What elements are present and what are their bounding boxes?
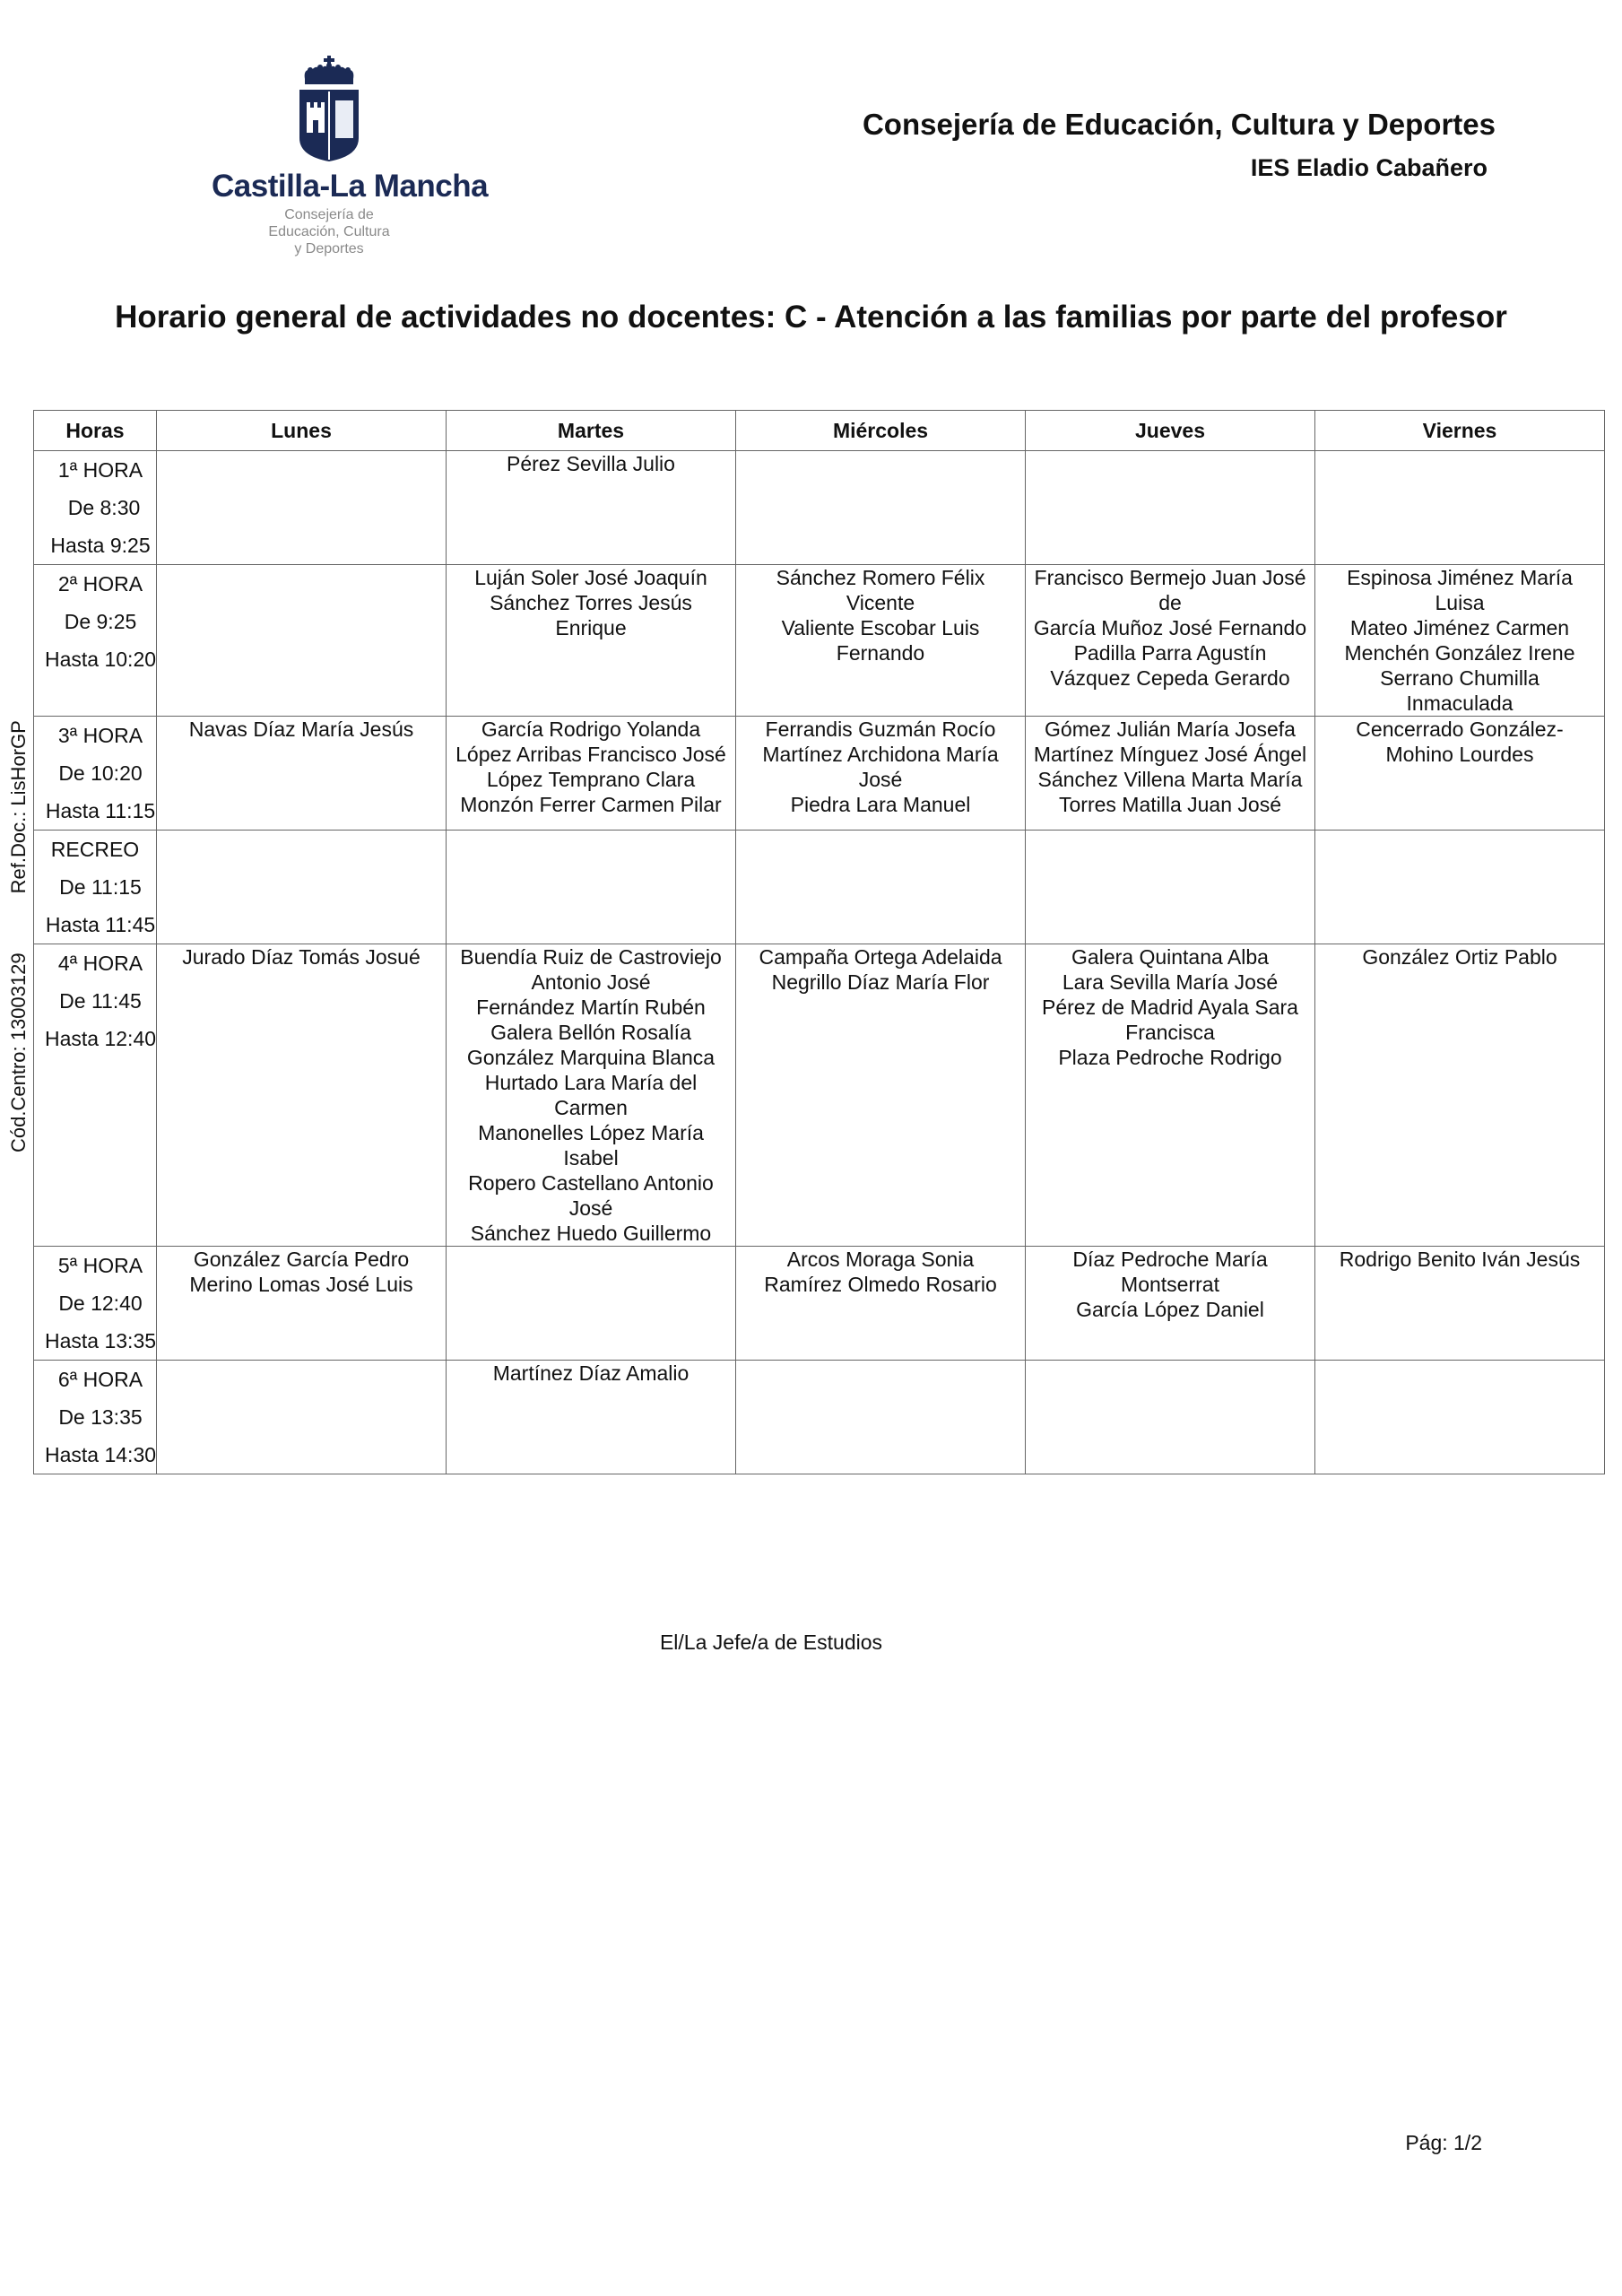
hour-start: De 10:20 [58,761,143,785]
teacher-name: Díaz Pedroche María [1072,1248,1268,1271]
center-code: Cód.Centro: 13003129 [7,952,30,1152]
schedule-cell [157,717,447,831]
schedule-cell [447,831,736,944]
column-header: Viernes [1315,411,1605,451]
teacher-name: Ferrandis Guzmán Rocío [765,718,996,741]
hour-start: De 12:40 [58,1292,143,1315]
teacher-name: López Arribas Francisco José [455,743,726,766]
page-title: Horario general de actividades no docentes: C - Atención a las familias por parte del profesor [115,300,1507,335]
hour-start: De 9:25 [64,610,137,633]
hour-label: 4ª HORA [57,952,143,975]
schedule-cell [157,944,447,1247]
schedule-cell [736,1361,1026,1474]
schedule-cell [736,717,1026,831]
teacher-name: Martínez Díaz Amalio [492,1361,690,1385]
teacher-name: Sánchez Romero Félix [776,566,985,589]
schedule-cell [1315,1247,1605,1361]
teacher-name: Francisca [1125,1021,1215,1044]
hour-start: De 11:45 [59,989,142,1013]
teacher-name: Menchén González Irene [1344,641,1575,665]
doc-reference: Ref.Doc.: LisHorGP [7,720,30,894]
teacher-name: Montserrat [1121,1273,1219,1296]
hour-end: Hasta 9:25 [50,534,151,557]
teacher-name: Merino Lomas José Luis [189,1273,413,1296]
teacher-name: Serrano Chumilla [1380,666,1540,690]
castle-crest-icon [294,56,364,163]
schedule-cell [736,1247,1026,1361]
teacher-name: Espinosa Jiménez María [1347,566,1573,589]
teacher-name: Manonelles López María [478,1121,704,1144]
logo-subtitle: Consejería de Educación, Cultura y Deportes [268,207,390,257]
hour-label: 6ª HORA [57,1368,143,1391]
schedule-cell [1315,831,1605,944]
hour-cell [34,831,157,944]
teacher-name: Piedra Lara Manuel [790,793,971,816]
table-row [34,1361,1605,1474]
table-row [34,717,1605,831]
table-row [34,831,1605,944]
schedule-cell [447,451,736,565]
schedule-cell [157,451,447,565]
schedule-cell [157,831,447,944]
hour-label: 5ª HORA [57,1254,143,1277]
teacher-name: Ramírez Olmedo Rosario [764,1273,997,1296]
teacher-name: Galera Bellón Rosalía [490,1021,691,1044]
hour-label: 3ª HORA [57,724,143,747]
teacher-name: Lara Sevilla María José [1062,970,1279,994]
teacher-name: Plaza Pedroche Rodrigo [1058,1046,1282,1069]
hour-end: Hasta 13:35 [45,1329,157,1352]
hour-start: De 8:30 [67,496,141,519]
schedule-cell [447,1361,736,1474]
teacher-name: López Temprano Clara [486,768,696,791]
teacher-name: García Rodrigo Yolanda [481,718,701,741]
teacher-name: Martínez Archidona María [762,743,999,766]
teacher-name: García López Daniel [1076,1298,1264,1321]
teacher-name: Monzón Ferrer Carmen Pilar [460,793,722,816]
schedule-cell [1315,944,1605,1247]
teacher-name: Hurtado Lara María del [484,1071,698,1094]
table-row [34,451,1605,565]
teacher-name: González Ortiz Pablo [1362,945,1557,969]
column-header: Miércoles [736,411,1026,451]
schedule-cell [1026,1247,1315,1361]
teacher-name: Vicente [846,591,915,614]
table-row [34,1247,1605,1361]
schedule-cell [447,717,736,831]
teacher-name: Sánchez Torres Jesús [490,591,692,614]
teacher-name: Pérez de Madrid Ayala Sara [1042,996,1298,1019]
teacher-name: González Marquina Blanca [466,1046,716,1069]
hour-end: Hasta 11:45 [45,913,156,936]
teacher-name: Sánchez Villena Marta María [1037,768,1303,791]
schedule-table [33,410,1605,1474]
schedule-cell [157,1361,447,1474]
teacher-name: Antonio José [531,970,651,994]
schedule-cell [447,944,736,1247]
schedule-cell [1026,944,1315,1247]
teacher-name: Pérez Sevilla Julio [507,452,675,475]
teacher-name: Galera Quintana Alba [1071,945,1269,969]
teacher-name: José [858,768,903,791]
logo [212,56,489,260]
teacher-name: Navas Díaz María Jesús [188,718,414,741]
teacher-name: Isabel [563,1146,619,1170]
hour-start: De 11:15 [59,875,142,899]
teacher-name: Rodrigo Benito Iván Jesús [1339,1248,1581,1271]
schedule-cell [1315,1361,1605,1474]
teacher-name: González García Pedro [193,1248,410,1271]
column-header: Lunes [157,411,447,451]
hour-end: Hasta 14:30 [45,1443,157,1466]
teacher-name: Cencerrado González- [1356,718,1564,741]
schedule-cell [1026,1361,1315,1474]
teacher-name: Inmaculada [1406,691,1514,715]
teacher-name: Campaña Ortega Adelaida [759,945,1002,969]
table-row [34,565,1605,717]
schedule-cell [1315,717,1605,831]
hour-cell [34,451,157,565]
hour-label: 2ª HORA [57,572,143,596]
schedule-cell [1315,451,1605,565]
teacher-name: Luján Soler José Joaquín [474,566,707,589]
schedule-cell [736,565,1026,717]
schedule-cell [736,451,1026,565]
teacher-name: José [568,1196,613,1220]
teacher-name: Fernández Martín Rubén [476,996,706,1019]
organization-name: Consejería de Educación, Cultura y Deportes [862,108,1496,141]
header-row [34,411,1605,451]
schedule-cell [1026,831,1315,944]
hour-cell [34,944,157,1247]
side-reference [5,677,32,1152]
teacher-name: Vázquez Cepeda Gerardo [1050,666,1290,690]
hour-cell [34,565,157,717]
teacher-name: Valiente Escobar Luis [781,616,980,639]
teacher-name: Mohino Lourdes [1385,743,1534,766]
teacher-name: Martínez Mínguez José Ángel [1033,743,1307,766]
schedule-cell [447,1247,736,1361]
teacher-name: García Muñoz José Fernando [1033,616,1307,639]
schedule-cell [1026,565,1315,717]
hour-end: Hasta 12:40 [45,1027,157,1050]
teacher-name: Ropero Castellano Antonio [468,1171,714,1195]
schedule-cell [447,565,736,717]
school-name: IES Eladio Cabañero [1250,154,1488,181]
teacher-name: Mateo Jiménez Carmen [1349,616,1570,639]
teacher-name: Luisa [1435,591,1485,614]
teacher-name: Buendía Ruiz de Castroviejo [460,945,722,969]
hour-cell [34,1247,157,1361]
hour-end: Hasta 11:15 [45,799,156,822]
table-row [34,944,1605,1247]
schedule-cell [157,565,447,717]
schedule-cell [1026,717,1315,831]
column-header: Horas [34,411,157,451]
hour-start: De 13:35 [58,1405,143,1429]
schedule-cell [1315,565,1605,717]
teacher-name: Enrique [555,616,627,639]
hour-end: Hasta 10:20 [45,648,157,671]
column-header: Martes [447,411,736,451]
teacher-name: Jurado Díaz Tomás Josué [182,945,421,969]
teacher-name: Torres Matilla Juan José [1059,793,1281,816]
column-header: Jueves [1026,411,1315,451]
schedule-cell [736,944,1026,1247]
teacher-name: Gómez Julián María Josefa [1045,718,1296,741]
logo-name: Castilla-La Mancha [212,169,489,204]
teacher-name: Fernando [836,641,925,665]
teacher-name: de [1158,591,1182,614]
hour-label: 1ª HORA [57,458,143,482]
schedule-cell [736,831,1026,944]
signature-label: El/La Jefe/a de Estudios [659,1631,883,1654]
teacher-name: Negrillo Díaz María Flor [771,970,990,994]
schedule-cell [157,1247,447,1361]
hour-cell [34,717,157,831]
teacher-name: Carmen [554,1096,628,1119]
page-number: Pág: 1/2 [1405,2131,1482,2154]
hour-label: RECREO [50,838,140,861]
schedule-cell [1026,451,1315,565]
hour-cell [34,1361,157,1474]
teacher-name: Francisco Bermejo Juan José [1034,566,1306,589]
teacher-name: Sánchez Huedo Guillermo [470,1222,712,1245]
teacher-name: Padilla Parra Agustín [1073,641,1267,665]
teacher-name: Arcos Moraga Sonia [786,1248,975,1271]
